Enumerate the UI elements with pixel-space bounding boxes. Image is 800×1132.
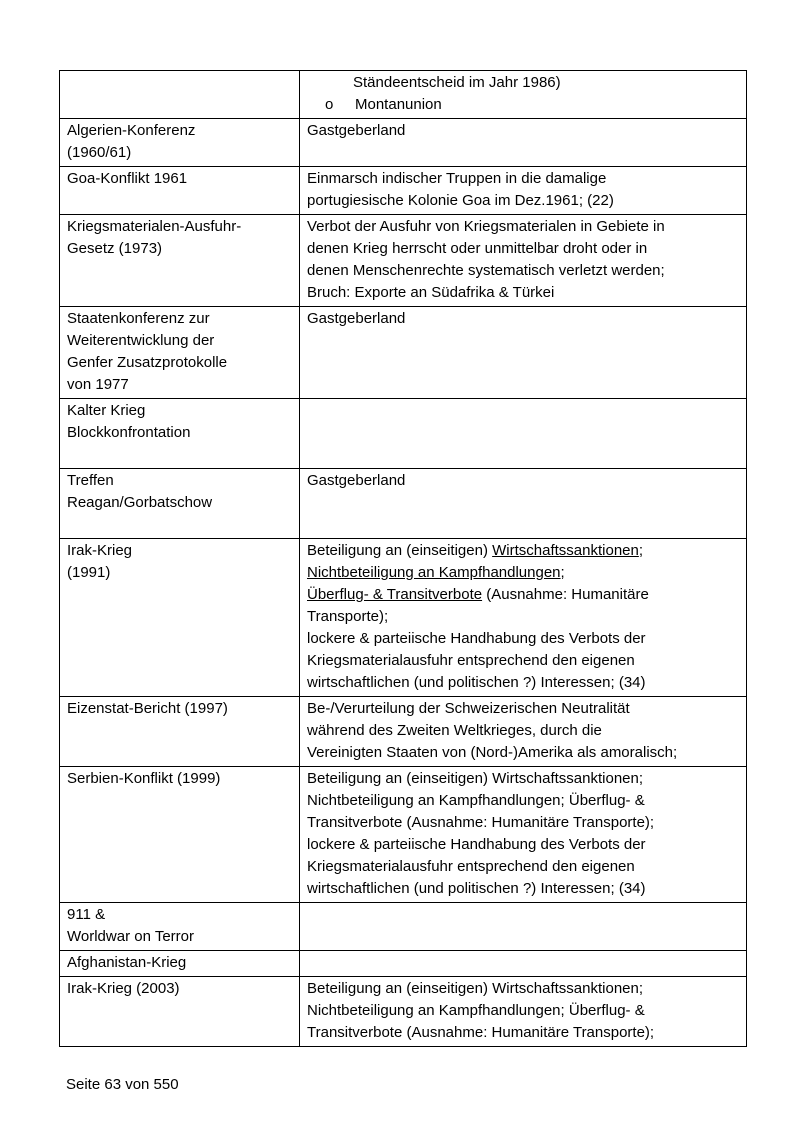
text-run: Weiterentwicklung der <box>67 332 215 349</box>
text-line <box>67 216 292 238</box>
text-run: Goa-Konflikt 1961 <box>67 170 188 187</box>
text-run: Treffen <box>67 472 114 489</box>
text-run: Bruch: Exporte an Südafrika & Türkei <box>307 284 555 301</box>
text-run: Gastgeberland <box>307 472 406 489</box>
text-line <box>67 562 292 584</box>
text-line <box>67 904 292 926</box>
text-run: Gastgeberland <box>307 310 406 327</box>
underlined-text: Überflug- & Transitverbote <box>307 586 483 603</box>
text-run: lockere & parteiische Handhabung des Verbots der <box>307 630 646 647</box>
table-cell-left <box>60 167 300 215</box>
text-run: Transporte); <box>307 608 389 625</box>
text-run: lockere & parteiische Handhabung des Verbots der <box>307 836 646 853</box>
text-run: denen Menschenrechte systematisch verletzt werden; <box>307 262 665 279</box>
text-line <box>307 628 739 650</box>
text-line <box>67 514 292 536</box>
text-run: Kalter Krieg <box>67 402 146 419</box>
text-run: Worldwar on Terror <box>67 928 194 945</box>
table-cell-right <box>300 71 747 119</box>
table-cell-right <box>300 119 747 167</box>
text-line <box>307 650 739 672</box>
text-run: Montanunion <box>355 96 442 113</box>
text-line <box>67 238 292 260</box>
table-row <box>60 951 747 977</box>
text-line <box>307 470 739 492</box>
text-run: Verbot der Ausfuhr von Kriegsmaterialen in Gebiete in <box>307 218 665 235</box>
text-line <box>307 216 739 238</box>
table-row <box>60 167 747 215</box>
text-run: Kriegsmaterialen-Ausfuhr- <box>67 218 242 235</box>
text-run: Genfer Zusatzprotokolle <box>67 354 228 371</box>
table-cell-left <box>60 119 300 167</box>
text-run: Gesetz (1973) <box>67 240 163 257</box>
table-cell-left <box>60 399 300 469</box>
text-line <box>307 238 739 260</box>
table-cell-right <box>300 903 747 951</box>
table-row <box>60 215 747 307</box>
table-cell-left <box>60 951 300 977</box>
table-row <box>60 539 747 697</box>
table-row <box>60 977 747 1047</box>
text-line <box>307 1022 739 1044</box>
text-line <box>307 834 739 856</box>
table-row <box>60 119 747 167</box>
table-cell-left <box>60 71 300 119</box>
text-run: Kriegsmaterialausfuhr entsprechend den eigenen <box>307 652 635 669</box>
text-line <box>307 672 739 694</box>
table-row <box>60 71 747 119</box>
text-run: Nichtbeteiligung an Kampfhandlungen; Überflug- & <box>307 792 645 809</box>
table-cell-left <box>60 469 300 539</box>
text-line <box>67 120 292 142</box>
text-run: 911 & <box>67 906 106 923</box>
table-cell-right <box>300 307 747 399</box>
text-line <box>307 282 739 304</box>
text-run: Staatenkonferenz zur <box>67 310 210 327</box>
text-line <box>307 742 739 764</box>
table-row <box>60 697 747 767</box>
text-run: Reagan/Gorbatschow <box>67 494 213 511</box>
text-run: (1991) <box>67 564 111 581</box>
text-line <box>67 142 292 164</box>
text-run: denen Krieg herrscht oder unmittelbar droht oder in <box>307 240 648 257</box>
underlined-text: Nichtbeteiligung an Kampfhandlungen <box>307 564 561 581</box>
text-run: Einmarsch indischer Truppen in die damalige <box>307 170 607 187</box>
table-row <box>60 307 747 399</box>
text-run: Irak-Krieg (2003) <box>67 980 180 997</box>
text-line <box>307 260 739 282</box>
text-line <box>307 720 739 742</box>
text-line <box>307 540 739 562</box>
table-row <box>60 399 747 469</box>
table-cell-right <box>300 951 747 977</box>
table-row <box>60 469 747 539</box>
text-run: portugiesische Kolonie Goa im Dez.1961; (22) <box>307 192 614 209</box>
text-run: wirtschaftlichen (und politischen ?) Interessen; (34) <box>307 880 646 897</box>
text-run: Vereinigten Staaten von (Nord-)Amerika als amoralisch; <box>307 744 678 761</box>
text-run: Transitverbote (Ausnahme: Humanitäre Transporte); <box>307 814 655 831</box>
text-line <box>67 978 292 1000</box>
table-cell-right <box>300 977 747 1047</box>
text-line <box>307 308 739 330</box>
text-run: während des Zweiten Weltkrieges, durch die <box>307 722 602 739</box>
table-cell-left <box>60 539 300 697</box>
page-number: Seite 63 von 550 <box>66 1076 179 1093</box>
text-run: Ständeentscheid im Jahr 1986) <box>353 74 561 91</box>
text-run: Eizenstat-Bericht (1997) <box>67 700 228 717</box>
text-run: Irak-Krieg <box>67 542 133 559</box>
table-cell-right <box>300 697 747 767</box>
table-row <box>60 767 747 903</box>
table-cell-left <box>60 697 300 767</box>
text-run: Kriegsmaterialausfuhr entsprechend den eigenen <box>307 858 635 875</box>
table-cell-right <box>300 167 747 215</box>
text-line <box>67 698 292 720</box>
text-line <box>67 444 292 466</box>
neutrality-events-table <box>59 70 747 1047</box>
text-line <box>67 952 292 974</box>
table-cell-right <box>300 539 747 697</box>
text-run: von 1977 <box>67 376 129 393</box>
text-run: ; <box>560 564 565 581</box>
text-line <box>67 374 292 396</box>
text-run: Beteiligung an (einseitigen) Wirtschaftssanktionen; <box>307 770 644 787</box>
text-run: Blockkonfrontation <box>67 424 191 441</box>
text-line <box>67 422 292 444</box>
text-line <box>307 562 739 584</box>
text-run: (1960/61) <box>67 144 132 161</box>
text-line <box>307 856 739 878</box>
text-line <box>67 168 292 190</box>
text-line <box>307 94 739 116</box>
text-run: Transitverbote (Ausnahme: Humanitäre Transporte); <box>307 1024 655 1041</box>
text-line <box>307 606 739 628</box>
text-line <box>67 926 292 948</box>
list-bullet: o <box>325 96 334 113</box>
text-line <box>307 878 739 900</box>
text-line <box>307 812 739 834</box>
text-run: Beteiligung an (einseitigen) Wirtschaftssanktionen; <box>307 980 644 997</box>
text-run: wirtschaftlichen (und politischen ?) Interessen; (34) <box>307 674 646 691</box>
table-body <box>60 71 747 1047</box>
text-run: Gastgeberland <box>307 122 406 139</box>
underlined-text: Wirtschaftssanktionen <box>492 542 639 559</box>
table-cell-left <box>60 215 300 307</box>
text-run: Algerien-Konferenz <box>67 122 196 139</box>
text-line <box>307 584 739 606</box>
text-line <box>307 120 739 142</box>
text-line <box>67 492 292 514</box>
table-cell-left <box>60 903 300 951</box>
table-cell-left <box>60 307 300 399</box>
text-line <box>307 768 739 790</box>
table-cell-right <box>300 767 747 903</box>
text-line <box>307 698 739 720</box>
text-line <box>307 790 739 812</box>
text-run: ; <box>638 542 644 559</box>
table-cell-right <box>300 215 747 307</box>
text-line <box>67 308 292 330</box>
text-line <box>307 978 739 1000</box>
text-run: Afghanistan-Krieg <box>67 954 187 971</box>
text-run: Beteiligung an (einseitigen) <box>307 542 493 559</box>
text-line <box>67 470 292 492</box>
table-cell-left <box>60 767 300 903</box>
text-line <box>67 540 292 562</box>
text-run: Be-/Verurteilung der Schweizerischen Neutralität <box>307 700 630 717</box>
text-run: (Ausnahme: Humanitäre <box>482 586 649 603</box>
text-line <box>307 72 739 94</box>
table-cell-right <box>300 399 747 469</box>
table-row <box>60 903 747 951</box>
text-line <box>67 330 292 352</box>
text-run: Serbien-Konflikt (1999) <box>67 770 221 787</box>
table-cell-left <box>60 977 300 1047</box>
text-line <box>307 1000 739 1022</box>
table-cell-right <box>300 469 747 539</box>
text-line <box>307 168 739 190</box>
text-line <box>67 352 292 374</box>
text-line <box>67 768 292 790</box>
text-line <box>67 400 292 422</box>
text-line <box>307 190 739 212</box>
text-run: Nichtbeteiligung an Kampfhandlungen; Überflug- & <box>307 1002 645 1019</box>
